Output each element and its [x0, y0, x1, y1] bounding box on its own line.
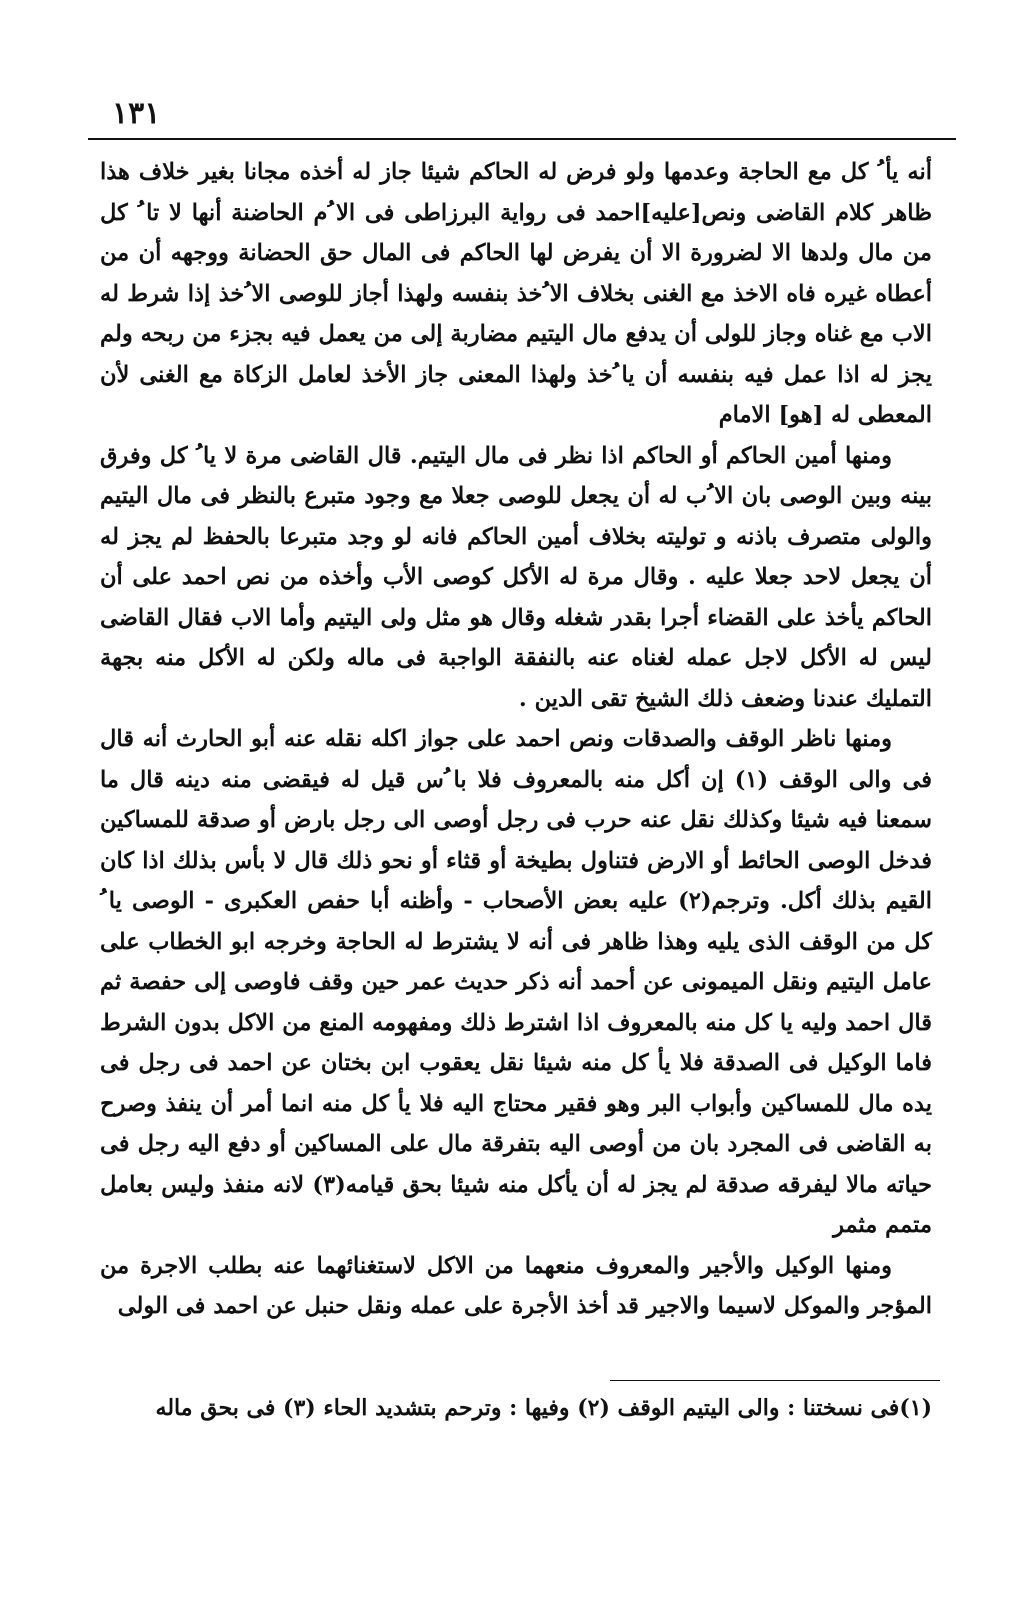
header-rule	[88, 138, 956, 140]
page-number: ١٣١	[112, 96, 161, 131]
body-text	[100, 152, 932, 1327]
footnotes: (١)فى نسختنا : والى اليتيم الوقف (٢) وفيها : وترحم بتشديد الحاء (٣) فى بحق ماله	[155, 1395, 932, 1421]
paragraph-2: ومنها أمين الحاكم أو الحاكم اذا نظر فى مال اليتيم. قال القاضى مرة لا يا ُ كل وفرق بينه وبين الوصى بان الا ُب له أن يجعل للوصى جعلا مع وجود متبرع بالنظر فى مال اليتيم والولى متصرف باذنه و توليته بخلاف أمين الحاكم فانه لو وجد متبرعا بالحفظ لم يجز له أن يجعل لاحد جعلا عليه . وقال مرة له الأكل كوصى الأب وأخذه من نص احمد على أن الحاكم يأخذ على القضاء أجرا بقدر شغله وقال هو مثل ولى اليتيم وأما الاب فقال القاضى ليس له الأكل لاجل عمله لغناه عنه بالنفقة الواجبة فى ماله ولكن له الأكل منه بجهة التمليك عندنا وضعف ذلك الشيخ تقى الدين .	[100, 442, 932, 712]
paragraph-1: أنه يأ ُ كل مع الحاجة وعدمها ولو فرض له الحاكم شيئا جاز له أخذه مجانا بغير خلاف هذا ظاهر كلام القاضى ونص[عليه]احمد فى رواية البرزاطى فى الا ُم الحاضنة أنها لا تا ُ كل من مال ولدها الا لضرورة الا أن يفرض لها الحاكم فى المال حق الحضانة ووجهه أن من أعطاه غيره فاه الاخذ مع الغنى بخلاف الا ُخذ بنفسه ولهذا أجاز للوصى الا ُخذ إذا شرط له الاب مع غناه وجاز للولى أن يدفع مال اليتيم مضاربة إلى من يعمل فيه بجزء من ربحه ولم يجز له اذا عمل فيه بنفسه أن يا ُخذ ولهذا المعنى جاز الأخذ لعامل الزكاة مع الغنى لأن المعطى له [هو] الامام	[100, 159, 932, 428]
paragraph-3: ومنها ناظر الوقف والصدقات ونص احمد على جواز اكله نقله عنه أبو الحارث أنه قال فى والى الوقف (١) إن أكل منه بالمعروف فلا با ُس قيل له فيقضى منه دينه قال ما سمعنا فيه شيئا وكذلك نقل عنه حرب فى رجل أوصى الى رجل بارض أو صدقة للمساكين فدخل الوصى الحائط أو الارض فتناول بطيخة أو قثاء أو نحو ذلك قال لا بأس بذلك اذا كان القيم بذلك أكل. وترجم(٢) عليه بعض الأصحاب - وأظنه أبا حفص العكبرى - الوصى يا ُ كل من الوقف الذى يليه وهذا ظاهر فى أنه لا يشترط له الحاجة وخرجه ابو الخطاب على عامل اليتيم ونقل الميمونى عن أحمد أنه ذكر حديث عمر حين وقف فاوصى إلى حفصة ثم قال احمد وليه يا كل منه بالمعروف اذا اشترط ذلك ومفهومه المنع من الاكل بدون الشرط فاما الوكيل فى الصدقة فلا يأ كل منه شيئا نقل يعقوب ابن بختان عن احمد فى رجل فى يده مال للمساكين وأبواب البر وهو فقير محتاج اليه فلا يأ كل منه انما أمر أن ينفذ وصرح به القاضى فى المجرد بان من أوصى اليه بتفرقة مال على المساكين أو دفع اليه رجل فى حياته مالا ليفرقه صدقة لم يجز له أن يأكل منه شيئا بحق قيامه(٣) لانه منفذ وليس بعامل متمم مثمر	[100, 726, 933, 1238]
footnote-rule	[610, 1380, 940, 1381]
paragraph-4: ومنها الوكيل والأجير والمعروف منعهما من الاكل لاستغنائهما عنه بطلب الاجرة من المؤجر والموكل لاسيما والاجير قد أخذ الأجرة على عمله ونقل حنبل عن احمد فى الولى	[100, 1252, 932, 1319]
